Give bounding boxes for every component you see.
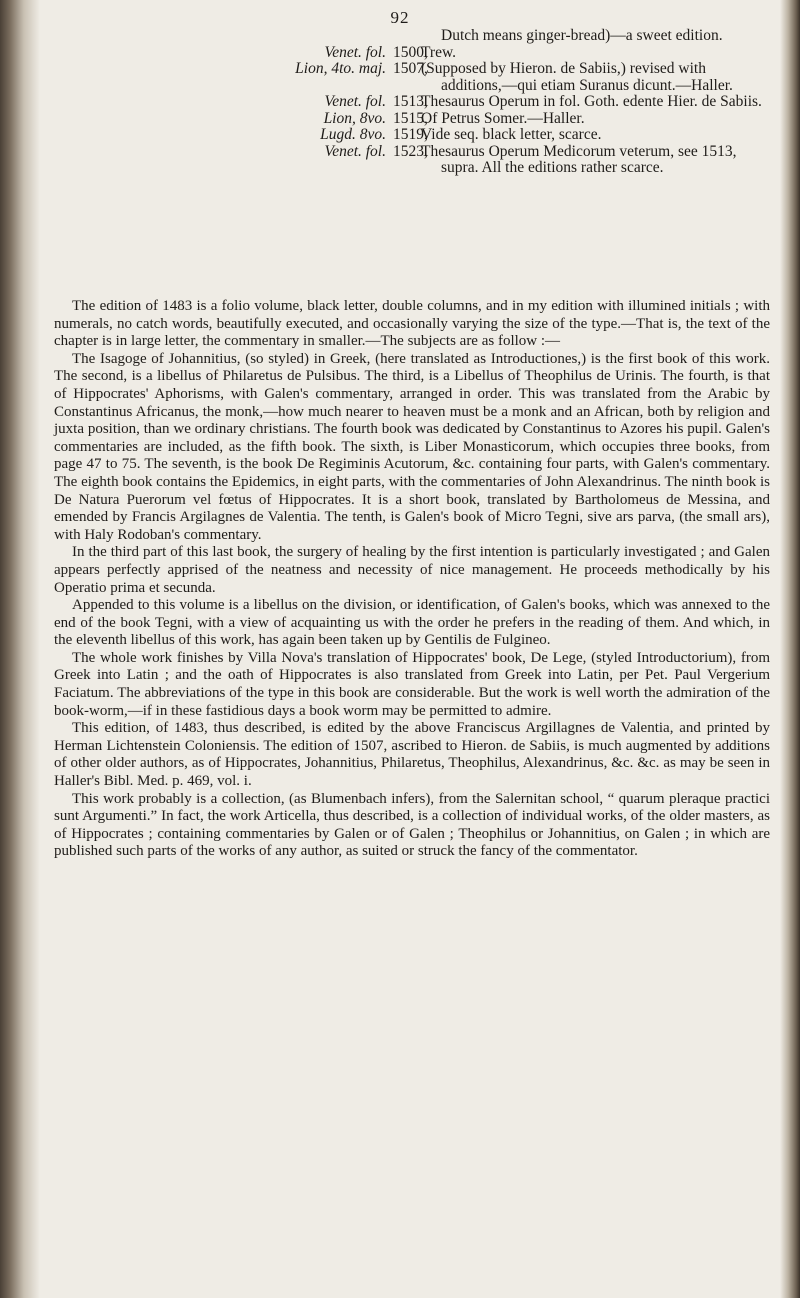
edition-description: Vide seq. black letter, scarce. <box>421 126 602 143</box>
edition-list <box>0 28 800 177</box>
edition-description: (Supposed by Hieron. de Sabiis,) revised with additions,—qui etiam Suranus dicunt.—Haller. <box>421 60 733 94</box>
paragraph: In the third part of this last book, the surgery of healing by the first intention is particularly investigated ; and Galen appears perfectly apprised of the neatness and necessity of nice management. He proceeds methodically by his Operatio prima et secunda. <box>54 544 770 596</box>
edition-year: 1507, <box>393 60 428 77</box>
edition-year: 1519, <box>393 126 428 143</box>
page-binding-shadow <box>0 0 40 1298</box>
edition-place: Lugd. 8vo. <box>320 126 386 143</box>
edition-place: Lion, 8vo. <box>323 109 386 127</box>
edition-entry <box>0 144 800 177</box>
edition-entry <box>0 94 800 111</box>
edition-description: Trew. <box>421 43 457 61</box>
edition-year: 1523, <box>393 142 428 160</box>
edition-entry <box>0 127 800 144</box>
paragraph: This work probably is a collection, (as Blumenbach infers), from the Salernitan school, “ quarum pleraque practici sunt Argumenti.” In fact, the work Articella, thus described, is a collection of individual works, of the older masters, as of Hippocrates ; containing commentaries by Galen or of Galen ; Theophilus or Johannitius, on Galen ; in which are published such parts of the works of any author, as suited or struck the fancy of the commentator. <box>54 790 770 860</box>
edition-description: Dutch means ginger-bread)—a sweet edition. <box>441 27 723 44</box>
page-edge-shadow <box>780 0 800 1298</box>
edition-year: 1513, <box>393 93 428 110</box>
page-number: 92 <box>390 8 410 27</box>
edition-place: Venet. fol. <box>324 142 386 160</box>
body-text <box>54 298 770 861</box>
edition-description: Thesaurus Operum Medicorum veterum, see 1513, supra. All the editions rather scarce. <box>421 142 737 176</box>
edition-place: Venet. fol. <box>324 93 386 110</box>
paragraph: The Isagoge of Johannitius, (so styled) in Greek, (here translated as Introductiones,) is the first book of this work. The second, is a libellus of Philaretus de Pulsibus. The third, is a Libellus of Theophilus de Urinis. The fourth, is that of Hippocrates' Aphorisms, with Galen's commentary, arranged in order. This was translated from the Arabic by Constantinus Africanus, the monk,—how much nearer to heaven must be a monk and an African, both by religion and juxta position, than we ordinary christians. The fourth book was dedicated by Constantinus to Azores his pupil. Galen's commentaries are included, as the fifth book. The sixth, is Liber Monasticorum, which occupies three books, from page 47 to 75. The seventh, is the book De Regiminis Acutorum, &c. containing four parts, with Galen's commentary. The eighth book contains the Epidemics, in eight parts, with the commentaries of John Alexandrinus. The ninth book is De Natura Puerorum vel fœtus of Hippocrates. It is a short book, translated by Bartholomeus de Messina, and emended by Francis Argilagnes de Valentia. The tenth, is Galen's book of Micro Tegni, sive ars parva, (the small ars), with Haly Rodoban's commentary. <box>54 350 770 543</box>
edition-year: 1515, <box>393 109 428 127</box>
edition-entry <box>0 61 800 94</box>
paragraph: Appended to this volume is a libellus on the division, or identification, of Galen's books, which was annexed to the end of the book Tegni, with a view of acquainting us with the order he prefers in the reading of them. And which, in the eleventh libellus of this work, has again been taken up by Gentilis de Fulgineo. <box>54 597 770 649</box>
edition-place: Lion, 4to. maj. <box>295 60 386 77</box>
paragraph: This edition, of 1483, thus described, is edited by the above Franciscus Argillagnes de Valentia, and printed by Herman Lichtenstein Coloniensis. The edition of 1507, ascribed to Hieron. de Sabiis, is much augmented by additions of other older authors, as of Hippocrates, Johannitius, Philaretus, Theophilus, Alexandrinus, &c. &c. as may be seen in Haller's Bibl. Med. p. 469, vol. i. <box>54 720 770 790</box>
paragraph: The whole work finishes by Villa Nova's translation of Hippocrates' book, De Lege, (styled Introductorium), from Greek into Latin ; and the oath of Hippocrates is also translated from Greek into Latin, per Pet. Paul Vergerium Faciatum. The abbreviations of the type in this book are considerable. But the work is well worth the admiration of the book-worm,—if in these fastidious days a book worm may be permitted to admire. <box>54 649 770 719</box>
paragraph: The edition of 1483 is a folio volume, black letter, double columns, and in my edition with illumined initials ; with numerals, no catch words, beautifully executed, and occasionally varying the size of the type.—That is, the text of the chapter is in large letter, the commentary in smaller.—The subjects are as follow :— <box>54 298 770 350</box>
edition-year: 1500, <box>393 43 428 61</box>
edition-entry <box>0 28 800 45</box>
edition-entry <box>0 45 800 62</box>
edition-description: Of Petrus Somer.—Haller. <box>421 109 585 127</box>
edition-place: Venet. fol. <box>324 43 386 61</box>
edition-description: Thesaurus Operum in fol. Goth. edente Hier. de Sabiis. <box>421 93 762 110</box>
edition-entry <box>0 111 800 128</box>
